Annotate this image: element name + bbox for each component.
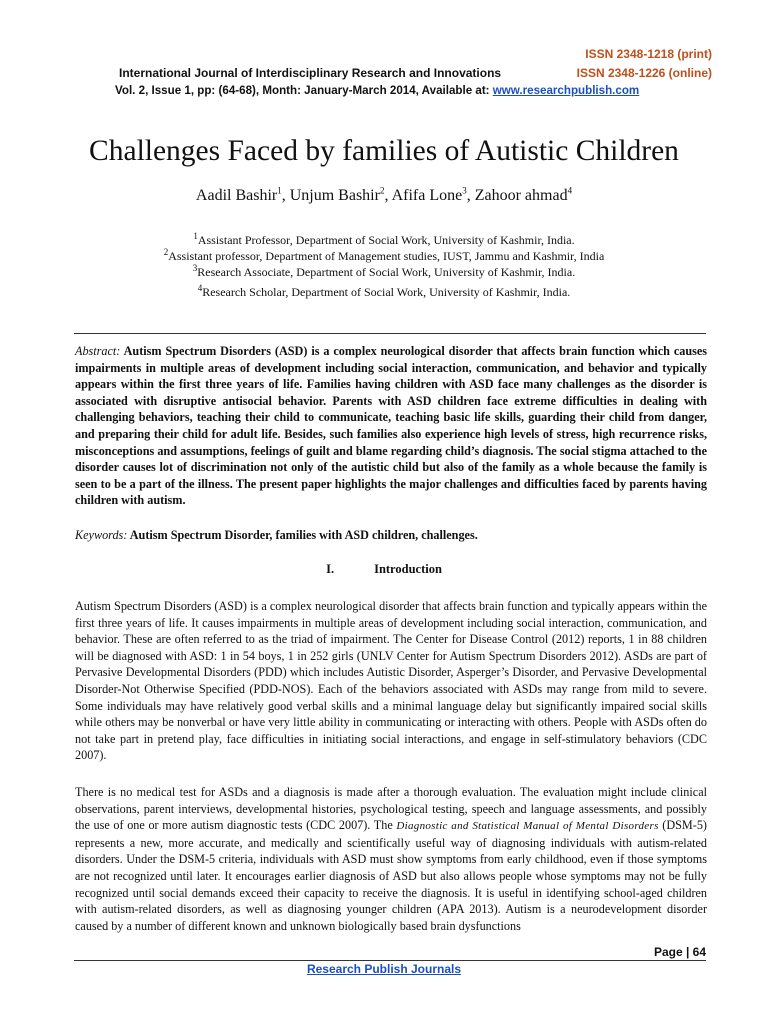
journal-name: International Journal of Interdisciplinary Research and Innovations (119, 66, 502, 80)
intro-paragraph-1: Autism Spectrum Disorders (ASD) is a complex neurological disorder that affects brain function and typically appears within the first three years of life. It causes impairments in multiple areas of development including social interaction, communication, and behavior. These are often referred to as the triad of impairment. The Center for Disease Control (2012) reports, 1 in 88 children will be diagnosed with ASD: 1 in 54 boys, 1 in 252 girls (UNLV Center for Autism Spectrum Disorders 2012). ASDs are part of Pervasive Developmental Disorders (PDD) which includes Autistic Disorder, Asperger’s Disorder, and Pervasive Developmental Disorder-Not Otherwise Specified (PDD-NOS). Each of the behaviors associated with ASDs may range from mild to severe. Some individuals may have relatively good verbal skills and a minimal language delay but significantly impaired social skills while others may be nonverbal or have very little ability in communicating or interacting with others. People with ASDs often do not take part in pretend play, face difficulties in initiating social interactions, and engage in self-stimulatory behaviors (CDC 2007). (75, 599, 707, 763)
journal-url-link[interactable]: www.researchpublish.com (492, 84, 640, 97)
affiliation-sup: 3 (192, 263, 198, 273)
affiliation-text: Research Scholar, Department of Social Work, University of Kashmir, India. (202, 285, 571, 299)
author-sep: , (384, 187, 392, 204)
intro-p2-text-a: There is no medical test for ASDs and a diagnosis is made after a thorough evaluation. The evaluation might include clinical observations, parent interviews, developmental histories, psychological testing, speech and language assessments, and possibly the use of one or more autism diagnostic tests (CDC 2007). The (75, 785, 707, 833)
abstract-divider (74, 333, 706, 334)
author-name: Afifa Lone (391, 187, 463, 204)
affiliation-sup: 4 (197, 283, 203, 293)
affiliation (0, 249, 768, 264)
abstract (75, 343, 707, 509)
abstract-text: Autism Spectrum Disorders (ASD) is a complex neurological disorder that affects brain function which causes impairments in multiple areas of development including social interaction, communication, and behavior and typically appears within the first three years of life. Families having children with ASD face many challenges as the disorder is associated with disruptive antisocial behavior. Parents with ASD children face extreme difficulties in dealing with challenging behaviors, teaching their child to communicate, teaching basic life skills, guarding their child from danger, and preparing their child for adult life. Besides, such families also experience high levels of stress, high recurrence risks, misconceptions and assumptions, feelings of guilt and blame regarding child’s diagnosis. The social stigma attached to the disorder causes lot of discrimination not only of the autistic child but also of the family as a whole because the family is seen to be a part of the illness. The present paper highlights the major challenges and difficulties faced by parents having children with autism. (75, 344, 707, 508)
section-heading (0, 562, 768, 577)
author-sup: 2 (379, 185, 385, 196)
author-sup: 4 (567, 185, 573, 196)
author-name: Zahoor ahmad (474, 187, 568, 204)
abstract-label: Abstract: (75, 344, 121, 358)
keywords-text: Autism Spectrum Disorder, families with ASD children, challenges. (129, 528, 478, 542)
issn-online: ISSN 2348-1226 (online) (576, 66, 712, 80)
paper-title: Challenges Faced by families of Autistic Children (89, 135, 679, 167)
author-sup: 3 (462, 185, 467, 196)
author-sup: 1 (277, 185, 282, 196)
intro-p2-italic: Diagnostic and Statistical Manual of Mental Disorders (396, 820, 659, 833)
author-list (0, 187, 768, 205)
affiliation-text: Assistant Professor, Department of Social Work, University of Kashmir, India. (197, 233, 575, 247)
volume-info-text: Vol. 2, Issue 1, pp: (64-68), Month: January-March 2014, Available at: (115, 84, 493, 97)
intro-paragraph-2 (75, 784, 707, 934)
page-number: Page | 64 (653, 945, 706, 959)
volume-info (115, 84, 639, 97)
section-number: I. (326, 562, 335, 576)
affiliation-sup: 1 (193, 231, 198, 241)
affiliation-text: Research Associate, Department of Social Work, University of Kashmir, India. (197, 265, 576, 279)
author-sep: , (466, 187, 475, 204)
footer-divider (74, 960, 706, 961)
author-name: Unjum Bashir (289, 187, 380, 204)
affiliation (0, 285, 768, 300)
keywords-label: Keywords: (75, 528, 128, 542)
publisher-link[interactable]: Research Publish Journals (306, 962, 462, 976)
author-name: Aadil Bashir (195, 187, 278, 204)
intro-p2-text-b: (DSM-5) represents a new, more accurate, and medically and scientifically useful way of diagnosing individuals with autism-related disorders. Under the DSM-5 criteria, individuals with ASD must show symptoms from early childhood, even if those symptoms are not recognized until later. It encourages earlier diagnosis of ASD but also allows people whose symptoms may not be fully recognized until social demands exceed their capacity to receive the diagnosis. It is useful in identifying school-aged children with autism-related disorders, as well as diagnosing younger children (APA 2013). Autism is a neurodevelopment disorder caused by a number of different known and unknown biologically based brain dysfunctions (75, 818, 707, 933)
affiliation-sup: 2 (163, 247, 169, 257)
affiliation (0, 233, 768, 248)
author-sep: , (281, 187, 290, 204)
issn-print: ISSN 2348-1218 (print) (585, 47, 712, 61)
section-title: Introduction (374, 562, 442, 576)
affiliation-text: Assistant professor, Department of Management studies, IUST, Jammu and Kashmir, India (168, 249, 605, 263)
keywords (75, 527, 707, 544)
affiliation (0, 265, 768, 280)
